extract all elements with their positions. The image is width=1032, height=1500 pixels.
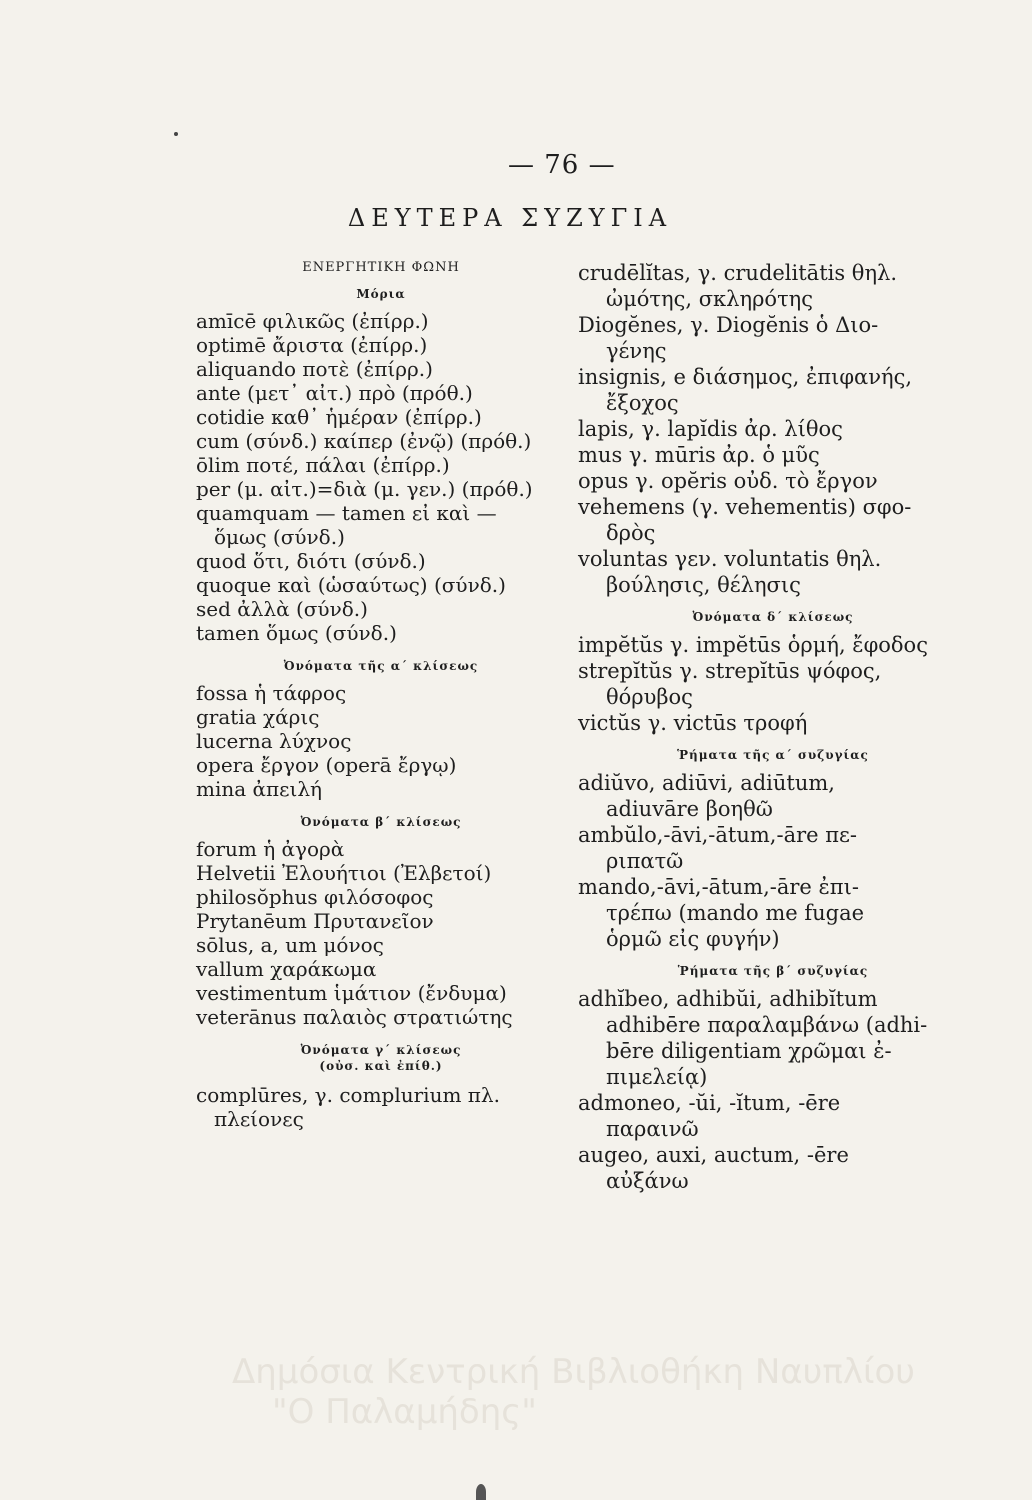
watermark-line: Δημόσια Κεντρική Βιβλιοθήκη Ναυπλίου	[232, 1352, 915, 1392]
vocab-entry: Prytanēum Πρυτανεῖον	[196, 909, 434, 933]
vocab-entry-continuation: δρὸς	[606, 521, 656, 545]
vocab-entry: gratia χάρις	[196, 705, 320, 729]
vocab-entry: vehemens (γ. vehementis) σφο-	[578, 495, 912, 519]
section-heading-second-declension: Ὀνόματα β´ κλίσεως	[300, 815, 462, 829]
vocab-entry: quoque καὶ (ὡσαύτως) (σύνδ.)	[196, 573, 506, 597]
vocab-entry: Diogĕnes, γ. Diogĕnis ὁ Διο-	[578, 313, 879, 337]
binding-mark	[476, 1484, 486, 1500]
vocab-entry: forum ἡ ἀγορὰ	[196, 837, 345, 861]
library-watermark	[232, 1352, 992, 1432]
vocab-entry-continuation: γένης	[606, 339, 667, 363]
vocab-entry: mina ἀπειλή	[196, 777, 323, 801]
watermark-line: "Ο Παλαμήδης"	[272, 1392, 537, 1432]
vocab-entry-continuation: αὐξάνω	[606, 1169, 689, 1193]
vocab-entry-continuation: τρέπω (mando me fugae	[606, 901, 865, 925]
vocab-entry-continuation: παραινῶ	[606, 1117, 699, 1141]
section-heading-first-conjugation: Ῥήματα τῆς α´ συζυγίας	[677, 748, 869, 762]
vocab-entry: cum (σύνδ.) καίπερ (ἐνῷ) (πρόθ.)	[196, 429, 532, 453]
vocab-entry: adiŭvo, adiūvi, adiūtum,	[578, 771, 835, 795]
vocab-entry: cotidie καθ᾽ ἡμέραν (ἐπίρρ.)	[196, 405, 482, 429]
vocab-entry: mus γ. mūris ἀρ. ὁ μῦς	[578, 443, 820, 467]
vocab-entry-continuation: ριπατῶ	[606, 849, 684, 873]
vocab-entry-continuation: θόρυβος	[606, 685, 693, 709]
vocab-entry: sōlus, a, um μόνος	[196, 933, 384, 957]
vocab-entry: ante (μετ᾽ αἰτ.) πρὸ (πρόθ.)	[196, 381, 473, 405]
running-title: ΔΕΥΤΕΡΑ ΣΥΖΥΓΙΑ	[347, 204, 673, 232]
vocab-entry: voluntas γεν. voluntatis θηλ.	[578, 547, 882, 571]
vocab-entry-continuation: ὅμως (σύνδ.)	[214, 525, 345, 549]
section-subheading-third-declension: (οὐσ. καὶ ἐπίθ.)	[319, 1059, 443, 1073]
vocab-entry: admoneo, -ŭi, -ĭtum, -ēre	[578, 1091, 841, 1115]
voice-heading: ΕΝΕΡΓΗΤΙΚΗ ΦΩΝΗ	[302, 260, 460, 275]
right-column	[578, 260, 968, 1194]
vocab-entry: adhĭbeo, adhibŭi, adhibĭtum	[578, 987, 878, 1011]
vocab-entry: vallum χαράκωμα	[196, 957, 377, 981]
vocab-entry: ambŭlo,-āvi,-ātum,-āre πε-	[578, 823, 858, 847]
vocab-entry: opus γ. opĕris οὐδ. τὸ ἔργον	[578, 469, 878, 493]
vocab-entry: augeo, auxi, auctum, -ēre	[578, 1143, 849, 1167]
vocab-entry: crudēlĭtas, γ. crudelitātis θηλ.	[578, 261, 898, 285]
vocab-entry: tamen ὅμως (σύνδ.)	[196, 621, 397, 645]
vocab-entry: ōlim ποτέ, πάλαι (ἐπίρρ.)	[196, 453, 450, 477]
vocab-entry: veterānus παλαιὸς στρατιώτης	[196, 1005, 513, 1029]
vocab-entry-continuation: βούλησις, θέλησις	[606, 573, 801, 597]
vocab-entry-continuation: ἔξοχος	[606, 391, 679, 415]
page-number-text: — 76 —	[508, 150, 616, 180]
vocab-entry: fossa ἡ τάφρος	[196, 681, 347, 705]
vocab-entry-continuation: adhibēre παραλαμβάνω (adhi-	[606, 1013, 928, 1037]
vocab-entry: Helvetii Ἐλουήτιοι (Ἐλβετοί)	[196, 861, 492, 885]
ink-dot	[174, 132, 178, 136]
vocab-entry: quod ὅτι, διότι (σύνδ.)	[196, 549, 426, 573]
section-heading-fourth-declension: Ὀνόματα δ´ κλίσεως	[692, 610, 854, 624]
vocab-entry-continuation: ὁρμῶ εἰς φυγήν)	[606, 927, 780, 951]
section-heading-third-declension: Ὀνόματα γ´ κλίσεως	[300, 1043, 462, 1057]
vocab-entry: optimē ἄριστα (ἐπίρρ.)	[196, 333, 428, 357]
vocab-entry: victŭs γ. victūs τροφή	[578, 711, 808, 735]
vocab-entry: vestimentum ἱμάτιον (ἔνδυμα)	[196, 981, 507, 1005]
vocab-entry: per (μ. αἰτ.)=διὰ (μ. γεν.) (πρόθ.)	[196, 477, 533, 501]
vocab-entry: opera ἔργον (operā ἔργῳ)	[196, 753, 457, 777]
vocab-entry-continuation: adiuvāre βοηθῶ	[606, 797, 773, 821]
vocab-entry: strepĭtŭs γ. strepĭtūs ψόφος,	[578, 659, 882, 683]
vocab-entry: aliquando ποτὲ (ἐπίρρ.)	[196, 357, 433, 381]
section-heading-first-declension: Ὀνόματα τῆς α´ κλίσεως	[283, 659, 479, 673]
vocab-entry: amīcē φιλικῶς (ἐπίρρ.)	[196, 309, 429, 333]
left-column	[196, 260, 566, 1131]
vocab-entry: impĕtŭs γ. impĕtūs ὁρμή, ἔφοδος	[578, 633, 928, 657]
vocab-entry-continuation: πλείονες	[214, 1107, 304, 1131]
vocab-entry: lapis, γ. lapĭdis ἀρ. λίθος	[578, 417, 843, 441]
vocab-entry-continuation: πιμελείᾳ)	[606, 1065, 708, 1089]
vocab-entry-continuation: ὠμότης, σκληρότης	[606, 287, 814, 311]
vocab-entry: insignis, e διάσημος, ἐπιφανής,	[578, 365, 913, 389]
vocab-entry: sed ἀλλὰ (σύνδ.)	[196, 597, 368, 621]
vocab-entry: philosŏphus φιλόσοφος	[196, 885, 434, 909]
vocab-entry-continuation: bēre diligentiam χρῶμαι ἐ-	[606, 1039, 892, 1063]
vocab-entry: mando,-āvi,-ātum,-āre ἐπι-	[578, 875, 859, 899]
vocab-entry: complūres, γ. complurium πλ.	[196, 1083, 500, 1107]
section-heading-second-conjugation: Ῥήματα τῆς β´ συζυγίας	[677, 964, 869, 978]
vocab-entry: lucerna λύχνος	[196, 729, 352, 753]
section-heading-particles: Μόρια	[356, 287, 406, 301]
vocab-entry: quamquam — tamen εἰ καὶ —	[196, 501, 497, 525]
